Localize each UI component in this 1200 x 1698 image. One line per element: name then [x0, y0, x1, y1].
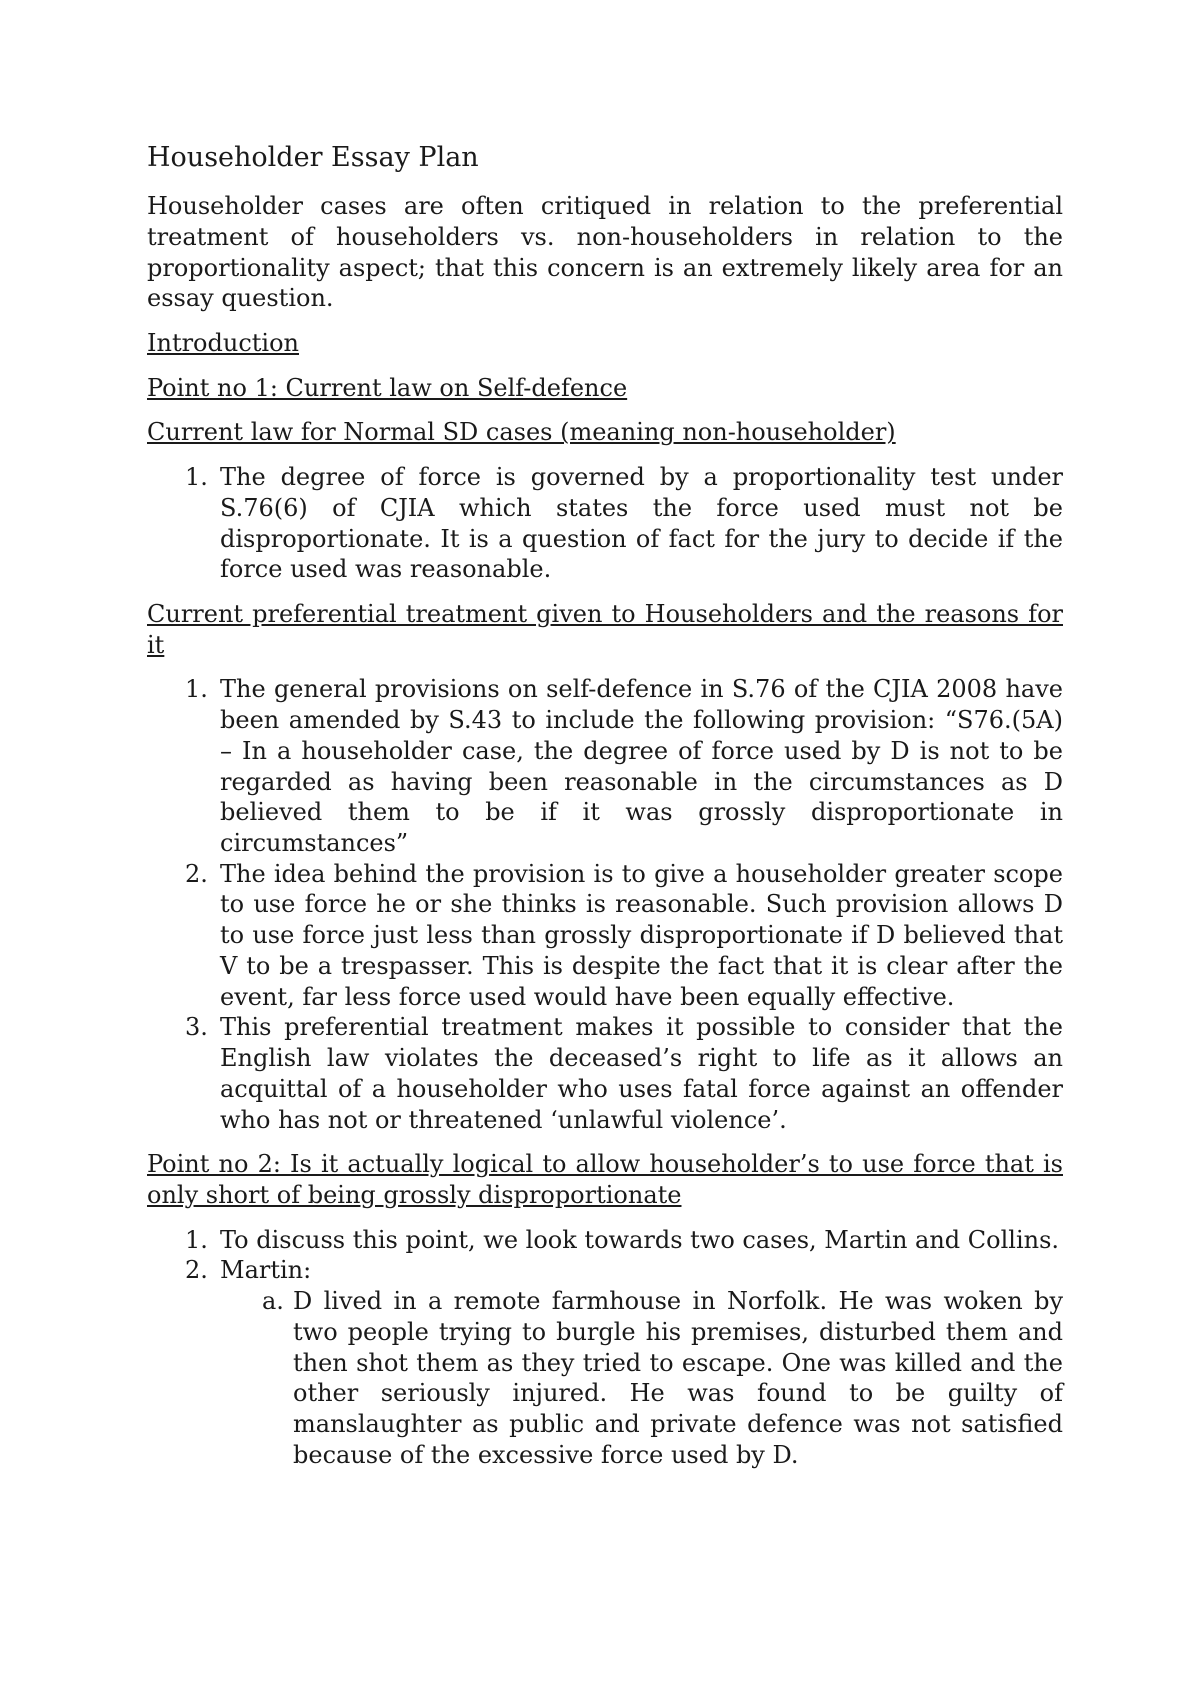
list-number: 2. — [185, 859, 208, 888]
list-number: 3. — [185, 1013, 208, 1042]
normal-sd-list — [147, 462, 1063, 585]
list-number: 2. — [185, 1256, 208, 1285]
list-number: 1. — [185, 1225, 208, 1254]
heading-point-2: Point no 2: Is it actually logical to allow householder’s to use force that is only short of being grossly disproportionate — [147, 1150, 1063, 1209]
heading-preferential-treatment: Current preferential treatment given to Householders and the reasons for it — [147, 600, 1063, 659]
list-text: Martin: — [220, 1256, 312, 1285]
heading-introduction: Introduction — [147, 328, 299, 357]
list-text: This preferential treatment makes it possible to consider that the English law violates the deceased’s right to life as it allows an acquittal of a householder who uses fatal force against an offender who has not or threatened ‘unlawful violence’. — [220, 1013, 1063, 1134]
heading-point-1: Point no 1: Current law on Self-defence — [147, 373, 628, 402]
list-item — [147, 1225, 1063, 1256]
list-item — [147, 674, 1063, 858]
preferential-list — [147, 674, 1063, 1135]
list-text: The general provisions on self-defence in S.76 of the CJIA 2008 have been amended by S.43 to include the following provision: “S76.(5A) – In a householder case, the degree of force used by D is not to be regarded as having been reasonable in the circumstances as D believed them to be if it was grossly disproportionate in circumstances” — [220, 675, 1063, 858]
martin-sublist — [220, 1286, 1063, 1470]
heading-normal-sd: Current law for Normal SD cases (meaning non-householder) — [147, 418, 896, 447]
list-text: The degree of force is governed by a proportionality test under S.76(6) of CJIA which states the force used must not be disproportionate. It is a question of fact for the jury to decide if the force used was reasonable. — [220, 463, 1063, 584]
list-item — [147, 1012, 1063, 1135]
intro-paragraph: Householder cases are often critiqued in relation to the preferential treatment of householders vs. non-householders in relation to the proportionality aspect; that this concern is an extremely likely area for an essay question. — [147, 192, 1063, 313]
sub-list-letter: a. — [262, 1287, 284, 1316]
sub-list-item — [220, 1286, 1063, 1470]
list-number: 1. — [185, 675, 208, 704]
document-page — [147, 140, 1063, 1484]
list-item — [147, 1255, 1063, 1470]
list-text: To discuss this point, we look towards two cases, Martin and Collins. — [220, 1225, 1060, 1254]
list-number: 1. — [185, 463, 208, 492]
document-title: Householder Essay Plan — [147, 142, 479, 173]
point-2-list — [147, 1225, 1063, 1471]
list-item — [147, 462, 1063, 585]
list-item — [147, 859, 1063, 1013]
sub-list-text: D lived in a remote farmhouse in Norfolk. He was woken by two people trying to burgle his premises, disturbed them and then shot them as they tried to escape. One was killed and the other seriously injured. He was found to be guilty of manslaughter as public and private defence was not satisfied because of the excessive force used by D. — [293, 1287, 1063, 1469]
list-text: The idea behind the provision is to give a householder greater scope to use force he or she thinks is reasonable. Such provision allows D to use force just less than grossly disproportionate if D believed that V to be a trespasser. This is despite the fact that it is clear after the event, far less force used would have been equally effective. — [220, 859, 1063, 1011]
